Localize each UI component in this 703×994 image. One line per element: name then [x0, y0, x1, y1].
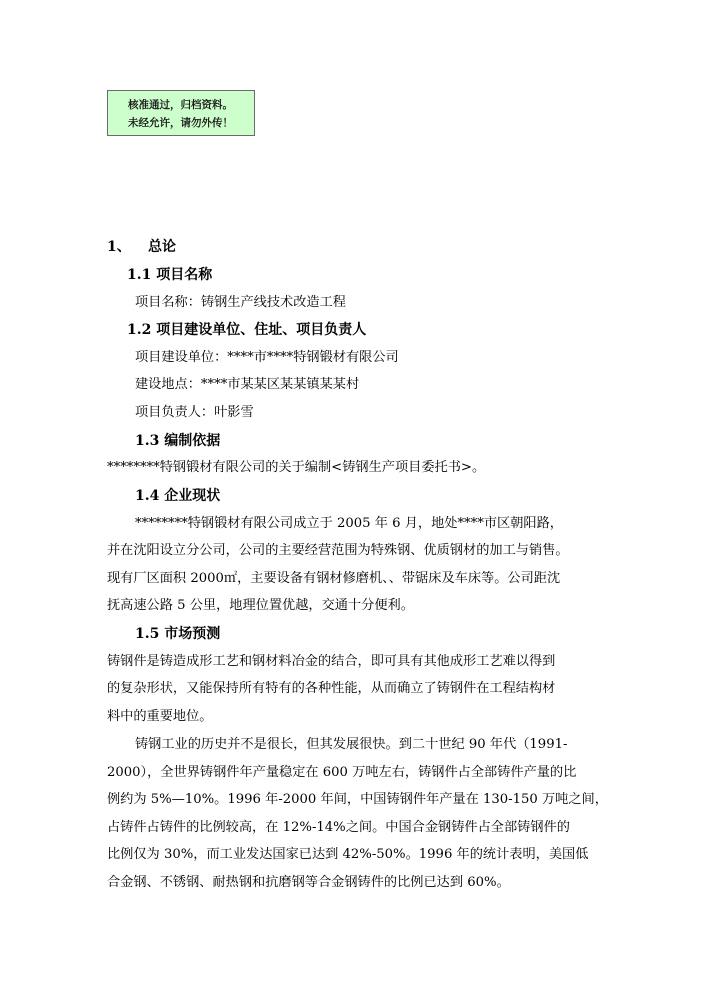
heading-1-5: 1.5 市场预测	[135, 626, 221, 642]
paragraph-status-line-4: 抚高速公路 5 公里，地理位置优越，交通十分便利。	[107, 598, 414, 613]
paragraph-status-line-1: ********特钢锻材有限公司成立于 2005 年 6 月，地处****市区朝阳路，	[135, 516, 563, 531]
paragraph-status-line-3: 现有厂区面积 2000㎡，主要设备有钢材修磨机、、带锯床及车床等。公司距沈	[107, 571, 561, 586]
heading-1-4: 1.4 企业现状	[135, 488, 221, 504]
section-title: 总论	[148, 239, 176, 255]
paragraph-history-line-5: 比例仅为 30%，而工业发达国家已达到 42%-50%。1996 年的统计表明，美国低	[107, 847, 589, 862]
paragraph-history-line-6: 合金钢、不锈钢、耐热钢和抗磨钢等合金钢铸件的比例已达到 60%。	[107, 875, 510, 890]
paragraph-leader: 项目负责人：叶影雪	[135, 405, 254, 420]
paragraph-history-line-3: 例约为 5%—10%。1996 年-2000 年间，中国铸钢件年产量在 130-150 万吨之间，	[107, 792, 608, 807]
stamp-line-1: 核准通过，归档资料。	[128, 99, 233, 111]
paragraph-basis: ********特钢锻材有限公司的关于编制<铸钢生产项目委托书>。	[107, 460, 486, 475]
paragraph-market-line-2: 的复杂形状，又能保持所有特有的各种性能，从而确立了铸钢件在工程结构材	[107, 681, 556, 696]
paragraph-market-line-1: 铸钢件是铸造成形工艺和钢材料冶金的结合，即可具有其他成形工艺难以得到	[107, 654, 556, 669]
heading-1-2: 1.2 项目建设单位、住址、项目负责人	[127, 322, 367, 338]
paragraph-market-line-3: 料中的重要地位。	[107, 709, 213, 724]
heading-1-3: 1.3 编制依据	[135, 433, 221, 449]
paragraph-history-line-4: 占铸件占铸件的比例较高，在 12%-14%之间。中国合金钢铸件占全部铸钢件的	[107, 820, 570, 835]
paragraph-status-line-2: 并在沈阳设立分公司，公司的主要经营范围为特殊钢、优质钢材的加工与销售。	[107, 543, 569, 558]
paragraph-unit: 项目建设单位：****市****特钢锻材有限公司	[135, 350, 399, 365]
section-number: 1、	[107, 239, 131, 255]
archive-stamp	[107, 90, 255, 136]
paragraph-history-line-2: 2000），全世界铸钢件年产量稳定在 600 万吨左右，铸钢件占全部铸件产量的比	[107, 765, 577, 780]
paragraph-history-line-1: 铸钢工业的历史并不是很长，但其发展很快。到二十世纪 90 年代（1991-	[135, 737, 568, 752]
stamp-line-2: 未经允许，请勿外传！	[128, 117, 233, 129]
paragraph-project-name: 项目名称：铸钢生产线技术改造工程	[135, 295, 346, 310]
paragraph-site: 建设地点：****市某某区某某镇某某村	[135, 377, 360, 392]
heading-1-1: 1.1 项目名称	[127, 267, 213, 283]
